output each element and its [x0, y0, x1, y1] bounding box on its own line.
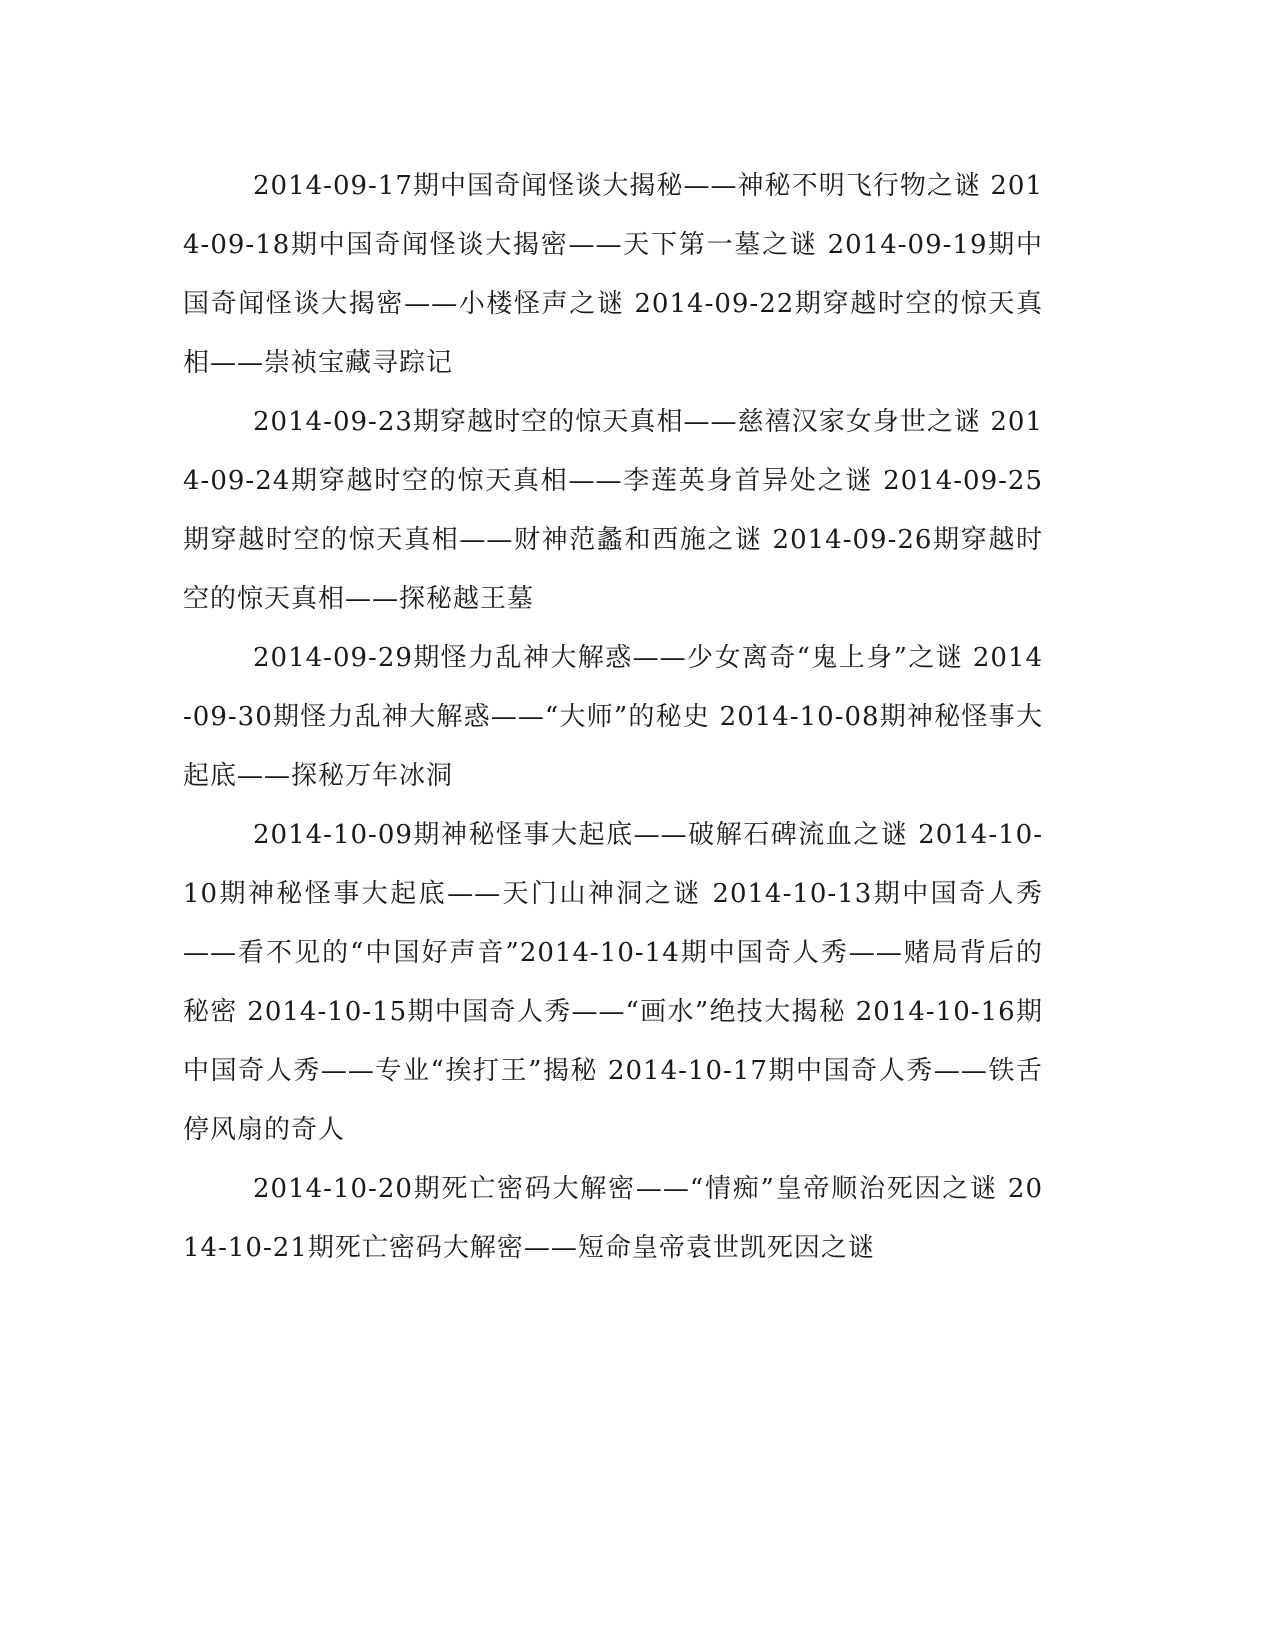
document-body — [183, 157, 1043, 1278]
paragraph-1: 2014-09-17期中国奇闻怪谈大揭秘——神秘不明飞行物之谜 2014-09-18期中国奇闻怪谈大揭密——天下第一墓之谜 2014-09-19期中国奇闻怪谈大揭密——小楼怪声之谜 2014-09-22期穿越时空的惊天真相——崇祯宝藏寻踪记 — [183, 171, 1043, 378]
paragraph-4: 2014-10-09期神秘怪事大起底——破解石碑流血之谜 2014-10-10期神秘怪事大起底——天门山神洞之谜 2014-10-13期中国奇人秀——看不见的“中国好声音”2014-10-14期中国奇人秀——赌局背后的秘密 2014-10-15期中国奇人秀——“画水”绝技大揭秘 2014-10-16期中国奇人秀——专业“挨打王”揭秘 2014-10-17期中国奇人秀——铁舌停风扇的奇人 — [183, 820, 1043, 1145]
paragraph-2: 2014-09-23期穿越时空的惊天真相——慈禧汉家女身世之谜 2014-09-24期穿越时空的惊天真相——李莲英身首异处之谜 2014-09-25期穿越时空的惊天真相——财神范蠡和西施之谜 2014-09-26期穿越时空的惊天真相——探秘越王墓 — [183, 407, 1043, 614]
paragraph-5: 2014-10-20期死亡密码大解密——“情痴”皇帝顺治死因之谜 2014-10-21期死亡密码大解密——短命皇帝袁世凯死因之谜 — [183, 1174, 1043, 1263]
paragraph-3: 2014-09-29期怪力乱神大解惑——少女离奇“鬼上身”之谜 2014-09-30期怪力乱神大解惑——“大师”的秘史 2014-10-08期神秘怪事大起底——探秘万年冰洞 — [183, 643, 1043, 791]
